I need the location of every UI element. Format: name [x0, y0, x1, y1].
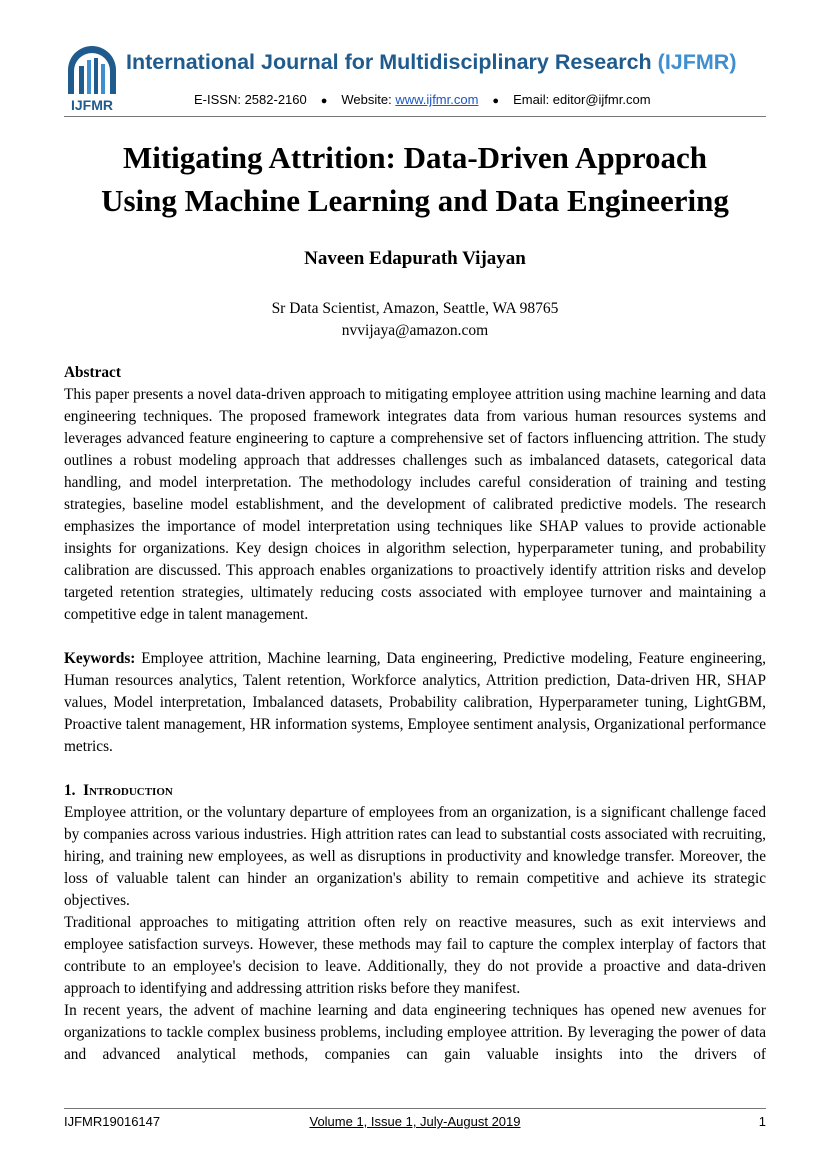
paper-title [64, 136, 766, 222]
paper-body [64, 362, 766, 1066]
journal-abbreviation: (IJFMR) [657, 50, 737, 74]
website-label: Website: [341, 92, 392, 107]
author-email: nvvijaya@amazon.com [341, 322, 489, 339]
keywords-text: Employee attrition, Machine learning, Data engineering, Predictive modeling, Feature engineering, Human resources analytics, Talent retention, Workforce analytics, Attrition prediction, Data-driven HR, SHAP values, Model interpretation, Imbalanced datasets, Probability calibration, Hyperparameter tuning, LightGBM, Proactive talent management, HR information systems, Employee sentiment analysis, Organizational performance metrics. [64, 650, 767, 755]
section-heading-introduction [64, 780, 766, 802]
section-number: 1. [64, 782, 76, 799]
journal-name [126, 50, 736, 75]
bullet-separator: ● [492, 95, 500, 107]
keywords-paragraph [64, 648, 766, 758]
journal-contact-line [194, 92, 651, 107]
footer-divider [64, 1108, 766, 1109]
page-number: 1 [758, 1114, 766, 1129]
section-title: Introduction [83, 782, 173, 799]
abstract-text: This paper presents a novel data-driven approach to mitigating employee attrition using machine learning and data engineering techniques. The proposed framework integrates data from various human resources systems and leverages advanced feature engineering to capture a comprehensive set of factors influencing attrition. The study outlines a robust modeling approach that addresses challenges such as imbalanced datasets, categorical data handling, and model interpretation. The methodology includes careful consideration of training and testing strategies, baseline model establishment, and the development of calibrated predictive models. The research emphasizes the importance of model interpretation using techniques like SHAP values to provide actionable insights for organizations. Key design choices in algorithm selection, hyperparameter tuning, and probability calibration are discussed. This approach enables organizations to proactively identify attrition risks and develop targeted retention strategies, ultimately reducing costs associated with employee turnover and maintaining a competitive edge in talent management. [64, 386, 766, 623]
journal-logo [64, 44, 120, 114]
page-footer [64, 1114, 766, 1132]
eissn: E-ISSN: 2582-2160 [194, 92, 307, 107]
title-line-1: Mitigating Attrition: Data-Driven Approach [122, 140, 708, 175]
volume-issue: Volume 1, Issue 1, July-August 2019 [309, 1114, 521, 1129]
journal-full-name: International Journal for Multidisciplinary Research [126, 50, 652, 74]
paper-id: IJFMR19016147 [64, 1114, 161, 1129]
intro-paragraph: Employee attrition, or the voluntary departure of employees from an organization, is a significant challenge faced by companies across various industries. High attrition rates can lead to substantial costs associated with recruiting, hiring, and training new employees, as well as disruptions in productivity and knowledge transfer. Moreover, the loss of valuable talent can hinder an organization's ability to remain competitive and achieve its strategic objectives. [64, 804, 766, 909]
author-affiliation-block [64, 298, 766, 342]
journal-email: Email: editor@ijfmr.com [513, 92, 651, 107]
author-affiliation: Sr Data Scientist, Amazon, Seattle, WA 98765 [271, 300, 559, 317]
website-link[interactable]: www.ijfmr.com [395, 92, 479, 107]
author-name: Naveen Edapurath Vijayan [304, 248, 526, 269]
header-divider [64, 116, 766, 117]
intro-paragraph: Traditional approaches to mitigating attrition often rely on reactive measures, such as exit interviews and employee satisfaction surveys. However, these methods may fail to capture the complex interplay of factors that contribute to an employee's decision to leave. Additionally, they do not provide a proactive and data-driven approach to identifying and addressing attrition risks before they manifest. [64, 914, 766, 997]
abstract-heading: Abstract [64, 364, 121, 381]
intro-paragraph: In recent years, the advent of machine learning and data engineering techniques has opened new avenues for organizations to tackle complex business problems, including employee attrition. By leveraging the power of data and advanced analytical methods, companies can gain valuable insights into the drivers of [64, 1002, 766, 1063]
logo-text: IJFMR [71, 97, 113, 113]
journal-header [64, 44, 766, 116]
bullet-separator: ● [320, 95, 328, 107]
keywords-label: Keywords: [64, 650, 136, 667]
title-line-2: Using Machine Learning and Data Engineering [101, 183, 729, 218]
